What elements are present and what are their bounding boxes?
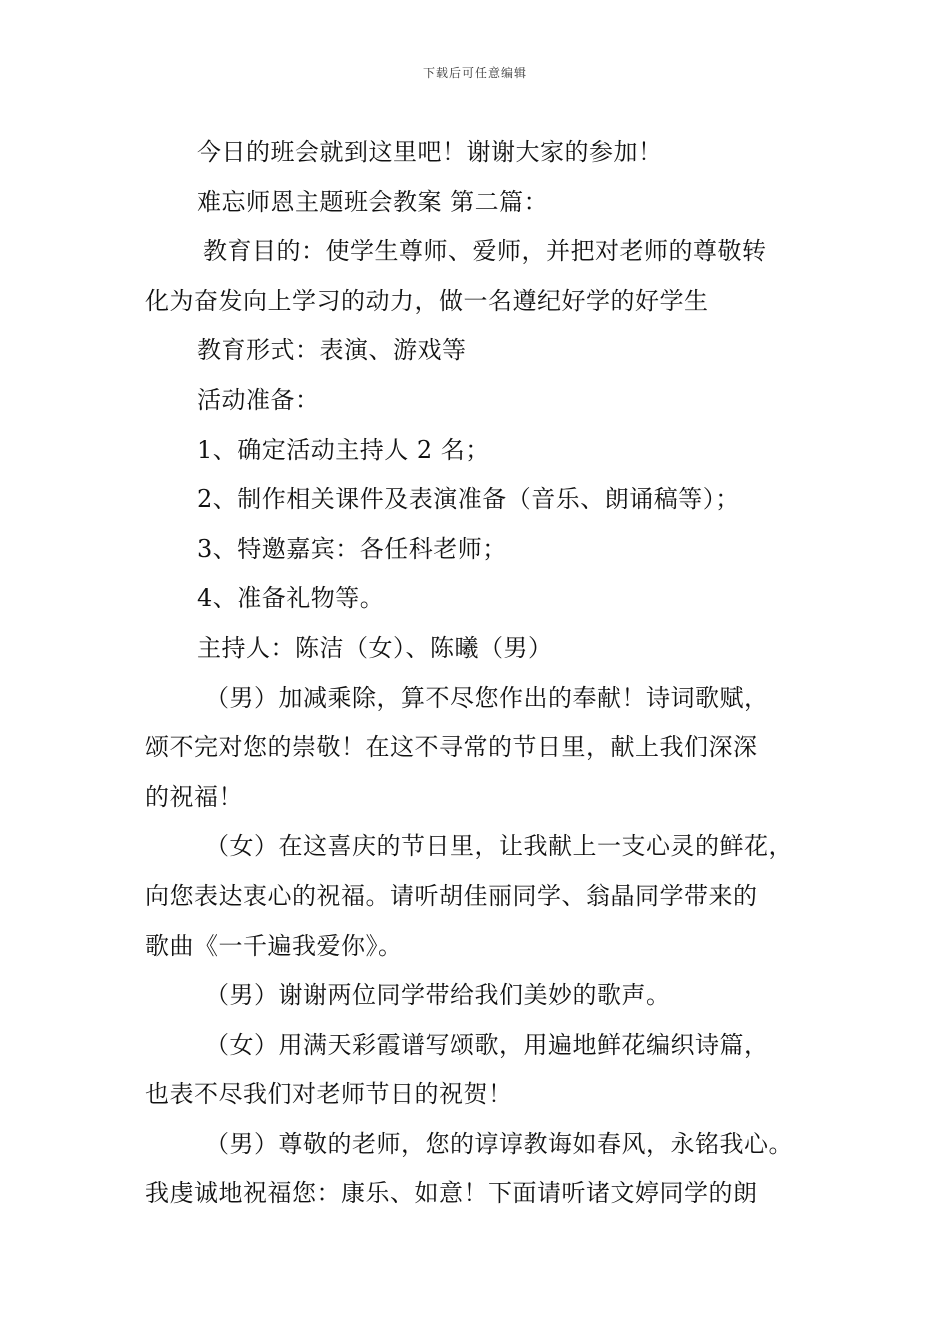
document-body — [145, 128, 835, 1219]
text-line: 4、准备礼物等。 — [197, 584, 385, 613]
text-line: 也表不尽我们对老师节日的祝贺！ — [145, 1080, 513, 1109]
text-line: 歌曲《一千遍我爱你》。 — [145, 931, 403, 960]
text-line: （男）尊敬的老师，您的谆谆教诲如春风，永铭我心。 — [205, 1129, 793, 1158]
text-line: 化为奋发向上学习的动力，做一名遵纪好学的好学生 — [145, 286, 709, 315]
text-line: 教育形式：表演、游戏等 — [197, 336, 467, 365]
text-line: 教育目的：使学生尊师、爱师，并把对老师的尊敬转 — [203, 237, 767, 266]
text-line: （女）用满天彩霞谱写颂歌，用遍地鲜花编织诗篇， — [205, 1030, 769, 1059]
text-line: （男）加减乘除，算不尽您作出的奉献！诗词歌赋， — [205, 683, 769, 712]
text-line: 我虔诚地祝福您：康乐、如意！下面请听诸文婷同学的朗 — [145, 1179, 758, 1208]
text-line: 活动准备： — [197, 385, 320, 414]
text-line: 向您表达衷心的祝福。请听胡佳丽同学、翁晶同学带来的 — [145, 881, 758, 910]
text-line: 今日的班会就到这里吧！谢谢大家的参加！ — [197, 138, 663, 166]
text-line: 3、特邀嘉宾：各任科老师； — [197, 534, 507, 563]
text-line: 颂不完对您的崇敬！在这不寻常的节日里，献上我们深深 — [145, 733, 758, 762]
text-line: （女）在这喜庆的节日里，让我献上一支心灵的鲜花， — [205, 832, 793, 861]
text-line: 的祝福！ — [145, 782, 243, 811]
text-line: 主持人：陈洁（女）、陈曦（男） — [197, 633, 553, 662]
text-line: （男）谢谢两位同学带给我们美妙的歌声。 — [205, 981, 671, 1010]
text-line: 1、确定活动主持人 2 名； — [197, 435, 490, 464]
text-line: 难忘师恩主题班会教案 第二篇： — [197, 187, 549, 216]
text-line: 2、制作相关课件及表演准备（音乐、朗诵稿等）； — [197, 485, 740, 514]
page-header: 下载后可任意编辑 — [422, 66, 527, 80]
